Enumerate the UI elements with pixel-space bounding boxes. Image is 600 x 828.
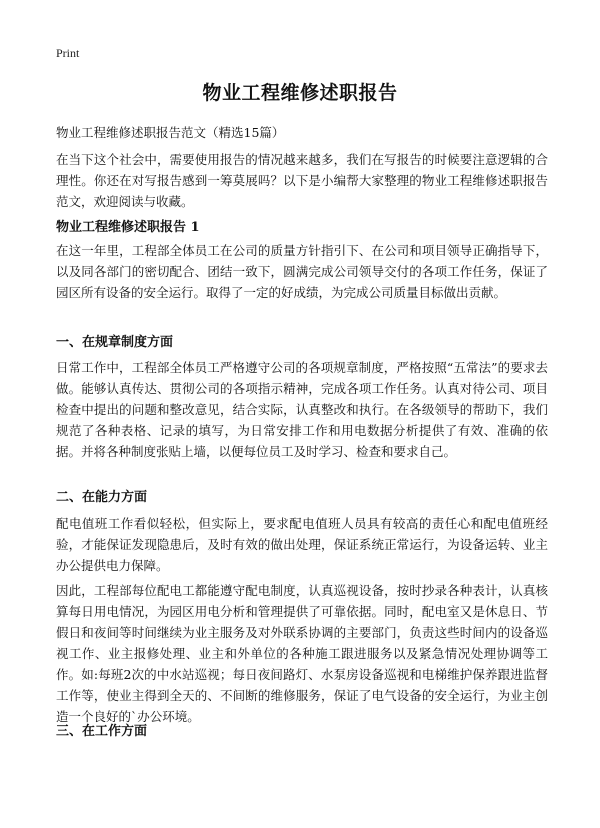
section-2-heading: 二、在能力方面 (56, 490, 148, 505)
section-3-heading: 三、在工作方面 (56, 724, 148, 739)
page-title: 物业工程维修述职报告 (202, 82, 398, 104)
section-2-paragraph-2: 因此，工程部每位配电工都能遵守配电制度，认真巡视设备，按时抄录各种表计，认真核算每日用电情况，为园区用电分析和管理提供了可靠依据。同时，配电室又是休息日、节假日和夜间等时间继续为业主服务及对外联系协调的主要部门，负责这些时间内的设备巡视工作、业主报修处理、业主和外单位的各种施工跟进服务以及紧急情况处理协调等工作。如:每班2次的中水站巡视；每日夜间路灯、水泵房设备巡视和电梯维护保养跟进监督工作等，使业主得到全天的、不间断的维修服务，保证了电气设备的安全运行，为业主创造一个良好的`办公环境。 (56, 583, 548, 724)
document-subtitle: 物业工程维修述职报告范文（精选15篇） (56, 125, 285, 140)
section-2-paragraph-1: 配电值班工作看似轻松，但实际上，要求配电值班人员具有较高的责任心和配电值班经验，才能保证发现隐患后，及时有效的做出处理，保证系统正常运行，为设备运转、业主办公提供电力保障。 (56, 516, 548, 573)
intro-paragraph: 在当下这个社会中，需要使用报告的情况越来越多，我们在写报告的时候要注意逻辑的合理性。你还在对写报告感到一筹莫展吗？以下是小编帮大家整理的物业工程维修述职报告范文，欢迎阅读与收藏。 (56, 152, 548, 209)
report-1-summary: 在这一年里，工程部全体员工在公司的质量方针指引下、在公司和项目领导正确指导下，以及同各部门的密切配合、团结一致下，圆满完成公司领导交付的各项工作任务，保证了园区所有设备的安全运行。取得了一定的好成绩，为完成公司质量目标做出贡献。 (56, 243, 548, 300)
print-label: Print (56, 46, 80, 60)
report-1-heading: 物业工程维修述职报告 1 (56, 220, 200, 235)
section-1-heading: 一、在规章制度方面 (56, 335, 174, 350)
section-1-paragraph: 日常工作中，工程部全体员工严格遵守公司的各项规章制度，严格按照“五常法”的要求去做。能够认真传达、贯彻公司的各项指示精神，完成各项工作任务。认真对待公司、项目检查中提出的问题和整改意见，结合实际，认真整改和执行。在各级领导的帮助下，我们规范了各种表格、记录的填写，为日常安排工作和用电数据分析提供了有效、准确的依据。并将各种制度张贴上墙，以便每位员工及时学习、检查和要求自己。 (56, 360, 548, 459)
